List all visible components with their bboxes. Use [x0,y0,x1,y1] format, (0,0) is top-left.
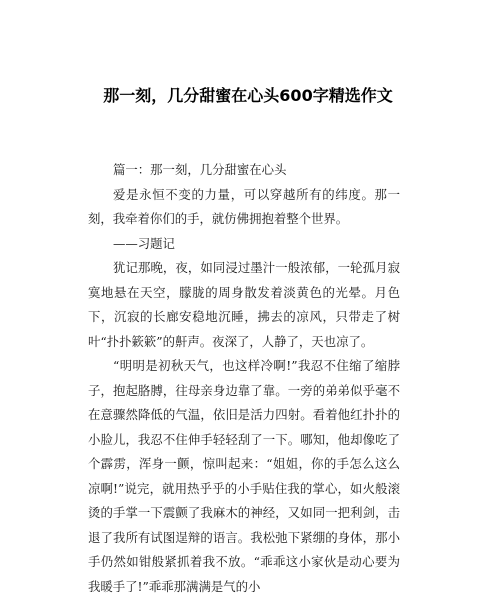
document-title: 那一刻，几分甜蜜在心头600字精选作文 [103,85,393,105]
document-body [88,158,400,599]
paragraph: 犹记那晚，夜，如同浸过墨汁一般浓郁，一轮孤月寂寞地悬在天空，朦胧的周身散发着淡黄色的光晕。月色下，沉寂的长廊安稳地沉睡，拂去的凉风，只带走了树叶“扑扑簌簌”的鼾声。夜深了，人静了，天也凉了。 [88,260,400,349]
paragraph: 爱是永恒不变的力量，可以穿越所有的纬度。那一刻，我牵着你们的手，就仿佛拥抱着整个世界。 [88,186,400,226]
epigraph-attribution: ——习题记 [113,235,175,251]
section-heading: 篇一：那一刻，几分甜蜜在心头 [113,162,287,177]
paragraph: “明明是初秋天气，也这样冷啊!”我忍不住缩了缩脖子，抱起胳膊，往母亲身边靠了靠。一旁的弟弟似乎毫不在意骤然降低的气温，依旧是活力四射。看着他红扑扑的小脸儿，我忍不住伸手轻轻刮了一下。哪知，他却像吃了个霹雳，浑身一颤，惊叫起来：“姐姐，你的手怎么这么凉啊!”说完，就用热乎乎的小手贴住我的掌心，如火般滚烫的手掌一下震颤了我麻木的神经，又如同一把利剑，击退了我所有试图逞辩的语言。我松弛下紧绷的身体，那小手仍然如钳般紧抓着我不放。“乖乖这小家伙是动心要为我暖手了!”乖乖那满满是气的小 [88,358,400,594]
